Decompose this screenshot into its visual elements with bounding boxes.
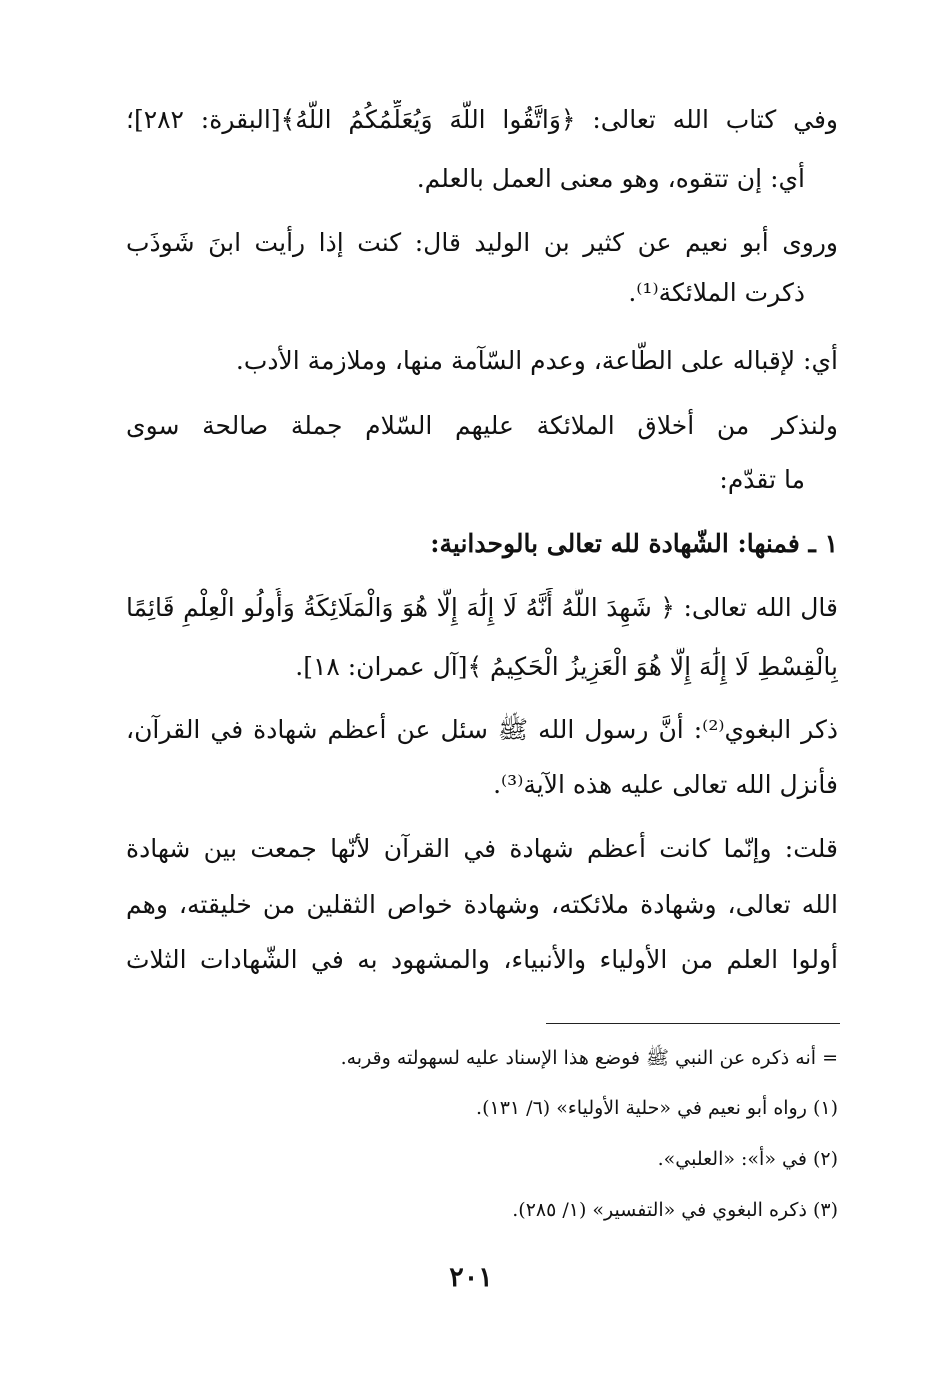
footnote: = أنه ذكره عن النبي ﷺ فوضع هذا الإسناد عليه لسهولته وقربه. <box>340 1047 838 1069</box>
footnote: (٢) في «أ»: «العلبي». <box>657 1148 838 1170</box>
body-line: ذكر البغوي⁽²⁾: أنَّ رسول الله ﷺ سئل عن أعظم شهادة في القرآن، <box>126 715 838 744</box>
body-line: ولنذكر من أخلاق الملائكة عليهم السّلام جملة صالحة سوى <box>126 411 838 440</box>
page-number: ٢٠١ <box>449 1262 493 1293</box>
body-line: الله تعالى، وشهادة ملائكته، وشهادة خواص الثقلين من خليقته، وهم <box>126 890 838 919</box>
body-line: أي: لإقباله على الطّاعة، وعدم السّآمة منها، وملازمة الأدب. <box>235 346 838 375</box>
footnote-separator <box>546 1023 840 1024</box>
section-heading: ١ ـ فمنها: الشّهادة لله تعالى بالوحدانية: <box>430 529 838 558</box>
body-line: فأنزل الله تعالى عليه هذه الآية⁽³⁾. <box>493 770 838 799</box>
body-line: ما تقدّم: <box>719 465 805 494</box>
quran-verse-line: قال الله تعالى: ﴿ شَهِدَ اللَّهُ أَنَّهُ لَا إِلَٰهَ إِلَّا هُوَ وَالْمَلَائِكَةُ وَأُولُو الْعِلْمِ قَائِمًا <box>126 593 838 622</box>
footnote: (٣) ذكره البغوي في «التفسير» (١/ ٢٨٥). <box>512 1199 838 1221</box>
body-line: أولوا العلم من الأولياء والأنبياء، والمشهود به في الشّهادات الثلاث <box>126 945 838 974</box>
body-line: وروى أبو نعيم عن كثير بن الوليد قال: كنت إذا رأيت ابنَ شَوذَب <box>126 228 838 257</box>
body-line: أي: إن تتقوه، وهو معنى العمل بالعلم. <box>416 164 805 193</box>
body-line: قلت: وإنّما كانت أعظم شهادة في القرآن لأنّها جمعت بين شهادة <box>126 834 838 863</box>
body-line: ذكرت الملائكة⁽¹⁾. <box>628 278 805 307</box>
footnote: (١) رواه أبو نعيم في «حلية الأولياء» (٦/ ١٣١). <box>476 1097 838 1119</box>
quran-verse-line: بِالْقِسْطِ لَا إِلَٰهَ إِلَّا هُوَ الْعَزِيزُ الْحَكِيمُ ﴾[آل عمران: ١٨]. <box>295 652 838 681</box>
body-line: وفي كتاب الله تعالى: ﴿وَاتَّقُوا اللَّهَ وَيُعَلِّمُكُمُ اللَّهُ﴾[البقرة: ٢٨٢]؛ <box>126 105 838 134</box>
